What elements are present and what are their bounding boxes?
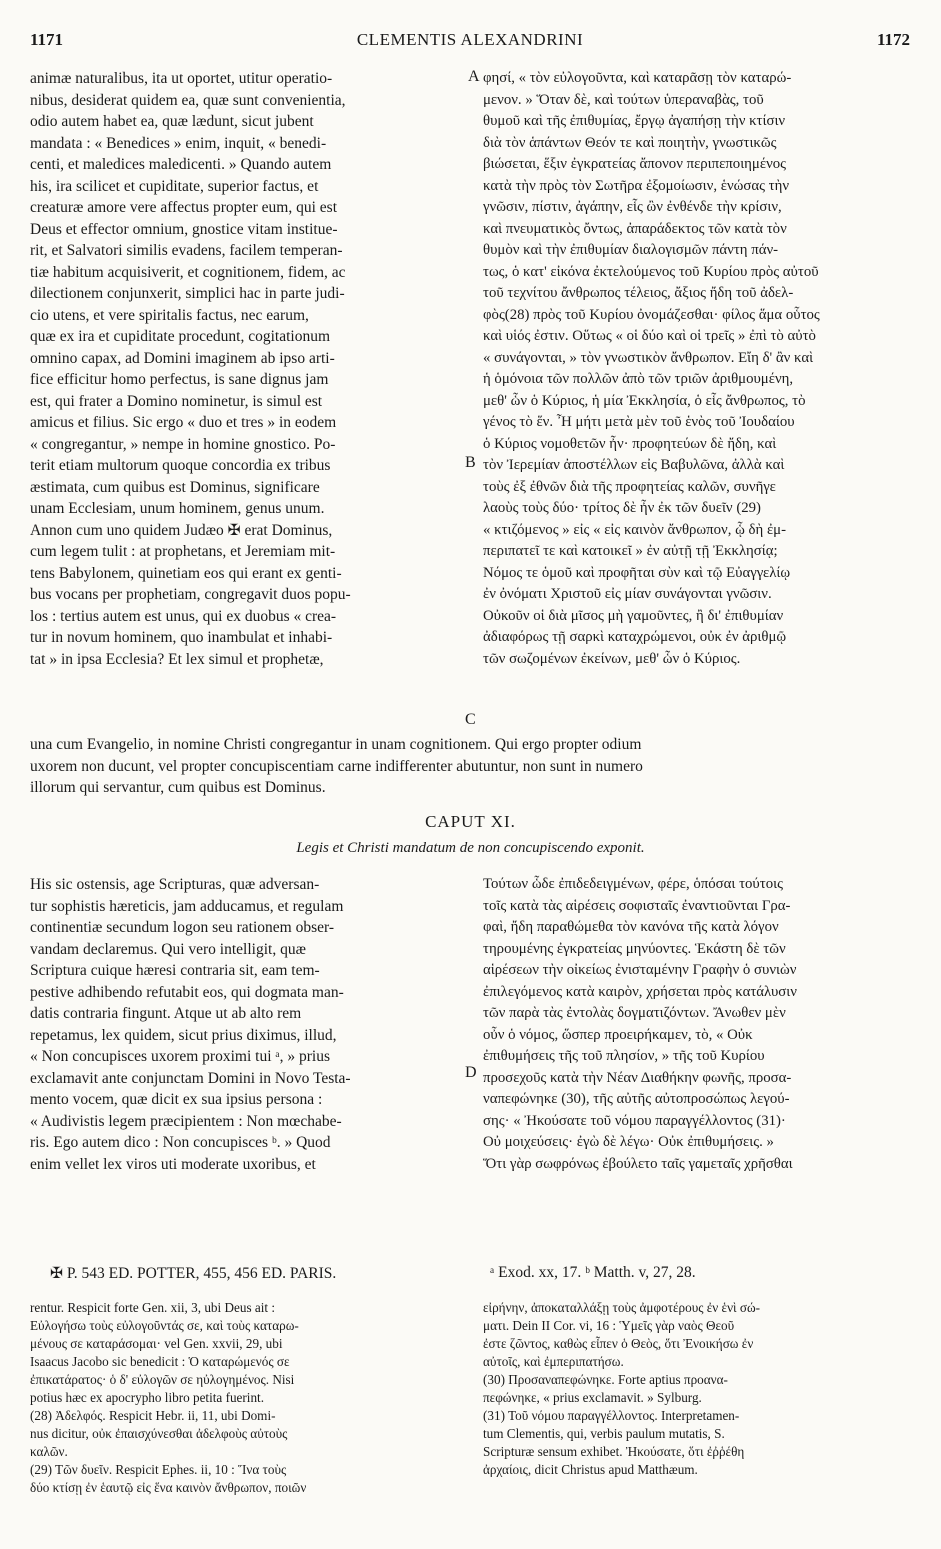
right-page-number: 1172	[876, 30, 910, 49]
text-line: pestive adhibendo refutabit eos, qui dogmata man-	[30, 983, 344, 1001]
text-line: centi, et maledices maledicenti. » Quando autem	[30, 156, 332, 173]
text-line: illorum qui servantur, cum quibus est Dominus.	[30, 779, 326, 796]
text-line: terit etiam multorum quoque concordia ex tribus	[30, 457, 331, 474]
text-line: τοῦ τεχνίτου ἄνθρωπος τέλειος, ἄξιος ἤδη τοῦ ἀδελ-	[483, 285, 794, 301]
text-line: περιπατεῖ τε καὶ κατοικεῖ » ἐν αὐτῇ τῇ Ἐκκλησίᾳ;	[483, 543, 778, 559]
note-line: nus dicitur, οὐκ ἐπαισχύνεσθαι ἀδελφοὺς αὐτοὺς	[30, 1426, 288, 1441]
note-line: πεφώνηκε, « prius exclamavit. » Sylburg.	[483, 1390, 702, 1405]
text-line: enim vellet lex viros uti moderate uxoribus, et	[30, 1155, 316, 1173]
text-line: προσεχοῦς κατὰ τὴν Νέαν Διαθήκην φωνῆς, προσα-	[483, 1069, 792, 1086]
text-line: γένος τὸ ἕν. Ἦ μήτι μετὰ μὲν τοῦ ἑνὸς τοῦ Ἰουδαίου	[483, 414, 795, 430]
text-line: φησί, « τὸν εὐλογοῦντα, καὶ καταρᾶσῃ τὸν καταρώ-	[483, 70, 792, 86]
text-line: « κτιζόμενος » εἰς « εἰς καινὸν ἄνθρωπον, ᾧ δὴ ἐμ-	[483, 521, 787, 538]
note-line: potius hæc ex apocrypho libro petita fuerint.	[30, 1390, 265, 1405]
text-line: μεθ' ὧν ὁ Κύριος, ἡ μία Ἐκκλησία, ὁ εἷς ἄνθρωπος, τὸ	[483, 392, 806, 409]
text-line: τηρουμένης ἐγκρατείας μηνύοντες. Ἑκάστη δὲ τῶν	[483, 940, 786, 957]
scripture-footnotes: ᵃ Exod. xx, 17. ᵇ Matth. v, 27, 28.	[490, 1264, 696, 1281]
notes-column-left	[30, 1299, 460, 1497]
text-line: καὶ πνευματικὸς ὄντως, ἀπαράδεκτος τῶν κατὰ τὸν	[483, 220, 787, 237]
text-line: uxorem non ducunt, vel propter concupiscentiam carne indifferenter abutuntur, non sunt in numero	[30, 757, 643, 775]
note-line: tum Clementis, qui, verbis paulum mutatis, S.	[483, 1426, 725, 1441]
note-line: (29) Τῶν δυεῖν. Respicit Ephes. ii, 10 : Ἵνα τοὺς	[30, 1462, 287, 1477]
text-line: ὁ Κύριος νομοθετῶν ἦν· προφητεύων δὲ ἤδη, καὶ	[483, 435, 777, 452]
note-line: καλῶν.	[30, 1444, 68, 1459]
text-line: ἀδιαφόρως τῇ σαρκὶ καταχρώμενοι, οὐκ ἐν ἀριθμῷ	[483, 629, 787, 645]
text-line: rit, et Salvatori similis evadens, facilem temperan-	[30, 242, 343, 259]
note-line: rentur. Respicit forte Gen. xii, 3, ubi Deus ait :	[30, 1300, 276, 1315]
text-line: φαὶ, ἤδη παραθώμεθα τὸν κανόνα τῆς κατὰ λόγον	[483, 919, 779, 935]
text-line: datis contraria fingunt. Atque ut ab alto rem	[30, 1005, 302, 1022]
text-line: διὰ τὸν ἁπάντων Θεόν τε καὶ ποιητὴν, γνωστικῶς	[483, 134, 777, 151]
text-line: Νόμος τε ὁμοῦ καὶ προφῆται σὺν καὶ τῷ Εὐαγγελίῳ	[483, 564, 791, 581]
text-line: tur sophistis hæreticis, jam adducamus, et regulam	[30, 897, 344, 915]
text-line: φὸς(28) πρὸς τοῦ Κυρίου ὀνομάζεσθαι· φίλος ἅμα οὗτος	[483, 306, 820, 323]
text-line: unam Ecclesiam, unum hominem, genus unum.	[30, 500, 325, 517]
text-line: bus vocans per prophetiam, congregavit duos popu-	[30, 586, 351, 603]
text-line: ναπεφώνηκε (30), τῆς αὐτῆς αὐτοπροσώπως λεγού-	[483, 1091, 790, 1107]
note-line: εἰρήνην, ἀποκαταλλάξῃ τοὺς ἀμφοτέρους ἐν ἑνὶ σώ-	[483, 1300, 761, 1315]
text-line: θυμοῦ καὶ τῆς ἐπιθυμίας, ἔργῳ ἀγαπήσῃ τὴν κτίσιν	[483, 113, 786, 129]
note-line: ἀρχαίοις, dicit Christus apud Matthæum.	[483, 1462, 698, 1477]
text-line: Τούτων ὧδε ἐπιδεδειγμένων, φέρε, ὁπόσαι τούτοις	[483, 876, 783, 892]
text-line: « συνάγονται, » τὸν γνωστικὸν ἄνθρωπον. Εἴη δ' ἂν καὶ	[483, 349, 814, 366]
running-title: CLEMENTIS ALEXANDRINI	[356, 30, 584, 49]
note-line: (28) Ἀδελφός. Respicit Hebr. ii, 11, ubi Domi-	[30, 1408, 276, 1423]
edition-reference: ✠ P. 543 ED. POTTER, 455, 456 ED. PARIS.	[50, 1265, 337, 1282]
text-line: τὸν Ἰερεμίαν ἀποστέλλων εἰς Βαβυλῶνα, ἀλλὰ καὶ	[483, 457, 785, 473]
running-header	[30, 30, 910, 56]
reference-line	[30, 1264, 910, 1286]
note-line: (30) Προσαναπεφώνηκε. Forte aptius προανα-	[483, 1372, 728, 1387]
text-line: Scriptura cuique hæresi contraria sit, eam tem-	[30, 962, 320, 979]
note-line: Scripturæ sensum exhibet. Ἠκούσατε, ὅτι ἐῤῥέθη	[483, 1444, 745, 1459]
margin-letter-b: B	[465, 454, 476, 471]
note-line: ἐστε ζῶντος, καθὼς εἶπεν ὁ Θεὸς, ὅτι Ἐνοικήσω ἐν	[483, 1336, 754, 1351]
text-line: repetamus, lex quidem, sicut prius diximus, illud,	[30, 1026, 337, 1044]
text-line: tat » in ipsa Ecclesia? Et lex simul et prophetæ,	[30, 650, 324, 668]
text-line: οὖν ὁ νόμος, ὥσπερ προειρήκαμεν, τὸ, « Οὐκ	[483, 1026, 753, 1043]
text-line: τοῖς κατὰ τὰς αἱρέσεις σοφισταῖς ἐναντιοῦνται Γρα-	[483, 897, 791, 914]
margin-letter-c: C	[465, 711, 476, 728]
text-line: αἱρέσεων τὴν οἰκείως ἐνισταμένην Γραφὴν ὁ συνιὼν	[483, 962, 797, 978]
left-page-number: 1171	[30, 30, 64, 49]
text-line: θυμὸν καὶ τὴν ἐπιθυμίαν διαλογισμῶν πάντη πάν-	[483, 242, 779, 258]
text-line: est, qui frater a Domino nominetur, is simul est	[30, 392, 323, 410]
note-line: δύο κτίσῃ ἐν ἑαυτῷ εἰς ἕνα καινὸν ἄνθρωπον, ποιῶν	[30, 1480, 307, 1495]
text-line: κατὰ τὴν πρὸς τὸν Σωτῆρα ἐξομοίωσιν, ἑνώσας τὴν	[483, 177, 790, 194]
text-line: cio utens, et vere spiritalis factus, nec earum,	[30, 306, 309, 324]
text-line: his, ira scilicet et cupiditate, superior factus, et	[30, 177, 319, 195]
text-line: cum legem tulit : at prophetans, et Jeremiam mit-	[30, 543, 336, 560]
text-line: tens Babylonem, quinetiam eos qui erant ex genti-	[30, 564, 342, 582]
text-line: nibus, desiderat quidem ea, quæ sunt convenientia,	[30, 91, 346, 109]
text-line: continentiæ secundum logon seu rationem obser-	[30, 919, 335, 936]
text-line: animæ naturalibus, ita ut oportet, utitur operatio-	[30, 70, 333, 87]
latin-column-upper	[30, 68, 460, 670]
text-line: ἐπιθυμήσεις τῆς τοῦ πλησίον, » τῆς τοῦ Κυρίου	[483, 1048, 765, 1064]
greek-column-lower	[483, 874, 911, 1175]
text-line: γνῶσιν, πίστιν, ἀγάπην, εἷς ὢν ἐνθένδε τὴν κρίσιν,	[483, 199, 782, 215]
text-line: Deus et effector omnium, gnostice vitam institue-	[30, 220, 338, 238]
text-line: los : tertius autem est unus, qui ex duobus « crea-	[30, 607, 337, 625]
note-line: Εὐλογήσω τοὺς εὐλογοῦντάς σε, καὶ τοὺς καταρω-	[30, 1318, 299, 1333]
greek-column-upper	[483, 68, 911, 670]
chapter-subtitle: Legis et Christi mandatum de non concupiscendo exponit.	[296, 840, 645, 856]
text-line: una cum Evangelio, in nomine Christi congregantur in unam cognitionem. Qui ergo propter odium	[30, 736, 642, 753]
text-line: omnino capax, ad Domini imaginem ab ipso arti-	[30, 349, 335, 367]
text-line: tur in novum hominem, quo inambulat et inhabi-	[30, 629, 333, 646]
margin-letter-d: D	[465, 1064, 477, 1081]
text-line: λαοὺς τοὺς δύο· τρίτος δὲ ἦν ἐκ τῶν δυεῖν (29)	[483, 500, 761, 516]
text-line: τῶν σωζομένων ἐκείνων, μεθ' ὧν ὁ Κύριος.	[483, 650, 741, 667]
text-line: τῶν παρὰ τὰς ἐντολὰς δογματιζόντων. Ἄνωθεν μὲν	[483, 1005, 786, 1021]
text-line: ἐν ὀνόματι Χριστοῦ εἰς μίαν συνάγονται γνῶσιν.	[483, 586, 772, 602]
text-line: quæ ex ira et cupiditate procedunt, cogitationum	[30, 328, 331, 345]
text-line: amicus et filius. Sic ergo « duo et tres » in eodem	[30, 414, 337, 431]
text-line: « Audivistis legem præcipientem : Non mœchabe-	[30, 1112, 342, 1130]
text-line: καὶ υἱός ἐστιν. Οὕτως « οἱ δύο καὶ οἱ τρεῖς » ἐπὶ τὸ αὐτὸ	[483, 328, 816, 344]
latin-fullwidth-paragraph	[30, 734, 910, 799]
text-line: æstimata, cum quibus est Dominus, significare	[30, 478, 320, 496]
text-line: mandata : « Benedices » enim, inquit, « benedi-	[30, 134, 327, 152]
note-line: μένους σε καταράσομαι· vel Gen. xxvii, 29, ubi	[30, 1336, 283, 1351]
note-line: αὐτοῖς, καὶ ἐμπεριπατήσω.	[483, 1354, 624, 1369]
text-line: ἐπιλεγόμενος κατὰ καιρὸν, χρήσεται πρὸς κατάλυσιν	[483, 983, 797, 1000]
text-line: odio autem habet ea, quæ lædunt, sicut jubent	[30, 113, 314, 130]
text-line: βιώσεται, ἕξιν ἐγκρατείας ἄπονον περιπεποιημένος	[483, 156, 787, 172]
margin-letter-a: A	[468, 68, 480, 85]
notes-column-right	[483, 1299, 911, 1479]
latin-column-lower	[30, 874, 460, 1175]
text-line: dilectionem conjunxerit, simplici hac in parte judi-	[30, 285, 345, 302]
text-line: exclamavit ante conjunctam Domini in Novo Testa-	[30, 1069, 351, 1087]
text-line: τοὺς ἐξ ἐθνῶν διὰ τῆς προφητείας καλῶν, συνῆγε	[483, 478, 776, 495]
text-line: ris. Ego autem dico : Non concupisces ᵇ. » Quod	[30, 1134, 331, 1151]
note-line: ἐπικατάρατος· ὁ δ' εὐλογῶν σε ηὐλογημένος. Nisi	[30, 1372, 295, 1387]
text-line: fice efficitur homo perfectus, is sane dignus jam	[30, 371, 329, 388]
note-line: Isaacus Jacobo sic benedicit : Ὁ καταρώμενός σε	[30, 1354, 290, 1369]
text-line: creaturæ amore vere affectus propter eum, qui est	[30, 199, 337, 216]
text-line: « congregantur, » nempe in homine gnostico. Po-	[30, 435, 336, 453]
text-line: μενον. » Ὅταν δὲ, καὶ τούτων ὑπεραναβὰς, τοῦ	[483, 91, 764, 108]
text-line: « Non concupisces uxorem proximi tui ᵃ, » prius	[30, 1048, 330, 1065]
text-line: Ὅτι γὰρ σωφρόνως ἐβούλετο ταῖς γαμεταῖς χρῆσθαι	[483, 1155, 793, 1172]
chapter-heading: CAPUT XI.	[425, 812, 516, 831]
text-line: τως, ὁ κατ' εἰκόνα ἐκτελούμενος τοῦ Κυρίου πρὸς αὐτοῦ	[483, 263, 819, 280]
text-line: Annon cum uno quidem Judæo ✠ erat Dominus,	[30, 521, 333, 539]
text-line: σης· « Ἠκούσατε τοῦ νόμου παραγγέλλοντος (31)·	[483, 1112, 786, 1129]
text-line: His sic ostensis, age Scripturas, quæ adversan-	[30, 876, 320, 893]
text-line: vandam declaremus. Qui vero intelligit, quæ	[30, 940, 306, 958]
text-line: ἡ ὁμόνοια τῶν πολλῶν ἀπὸ τῶν τριῶν ἀριθμουμένη,	[483, 371, 794, 387]
text-line: tiæ habitum acquisiverit, et cognitionem, fidem, ac	[30, 263, 346, 281]
note-line: ματι. Dein II Cor. vi, 16 : Ὑμεῖς γὰρ ναὸς Θεοῦ	[483, 1318, 735, 1333]
text-line: mento vocem, quæ dicit ex sua ipsius persona :	[30, 1091, 323, 1108]
text-line: Οὐ μοιχεύσεις· ἐγὼ δὲ λέγω· Οὐκ ἐπιθυμήσεις. »	[483, 1134, 774, 1150]
note-line: (31) Τοῦ νόμου παραγγέλλοντος. Interpretamen-	[483, 1408, 740, 1423]
text-line: Οὐκοῦν οἱ διὰ μῖσος μὴ γαμοῦντες, ἢ δι' ἐπιθυμίαν	[483, 607, 784, 624]
